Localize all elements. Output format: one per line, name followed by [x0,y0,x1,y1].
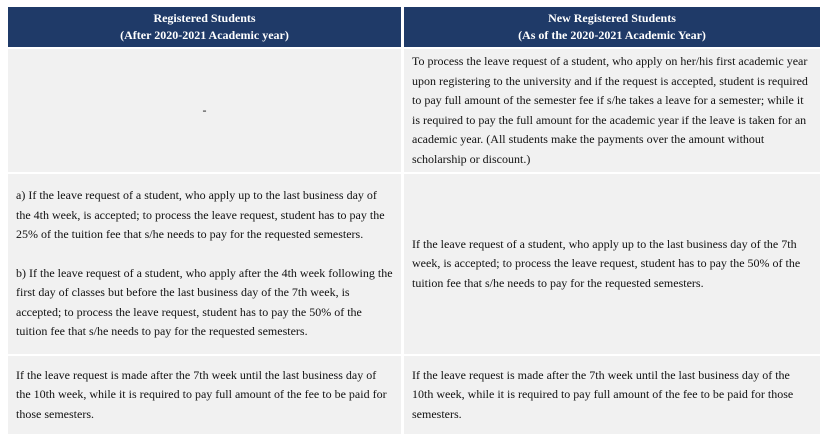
row2-left-clause-b: b) If the leave request of a student, who apply after the 4th week following the first day of classes but before the last business day of the 7th week, is accepted; to process the leave request, student has to pay the 50% of the tuition fee that s/he needs to pay for the requested semesters. [16,265,393,339]
row3-right-cell: If the leave request is made after the 7th week until the last business day of the 10th week, while it is required to pay full amount of the fee to be paid for those semesters. [404,356,820,434]
row2-left-cell [8,174,401,354]
table-row [8,49,820,172]
header-right-title: New Registered Students [548,11,676,25]
row2-right-cell: If the leave request of a student, who apply up to the last business day of the 7th week, is accepted; to process the leave request, student has to pay the 50% of the tuition fee that s/he needs to pay for the requested semesters. [404,174,820,354]
paragraph-gap [16,245,393,264]
row2-left-clause-a: a) If the leave request of a student, who apply up to the last business day of the 4th week, is accepted; to process the leave request, student has to pay the 25% of the tuition fee that s/he needs to pay for the requested semesters. [16,188,385,242]
row1-left-cell: - [8,49,401,172]
header-row [8,7,820,47]
table-row [8,356,820,434]
row1-right-cell: To process the leave request of a student, who apply on her/his first academic year upon registering to the university and if the request is accepted, student is required to pay full amount of the semester fee if s/he takes a leave for a semester; while it is required to pay the full amount for the academic year if the leave is taken for an academic year. (All students make the payments over the amount without scholarship or discount.) [404,49,820,172]
leave-fee-table [5,5,823,436]
table-row [8,174,820,354]
header-new-registered-students [404,7,820,47]
header-left-title: Registered Students [153,11,256,25]
row3-left-cell: If the leave request is made after the 7th week until the last business day of the 10th week, while it is required to pay full amount of the fee to be paid for those semesters. [8,356,401,434]
header-registered-students [8,7,401,47]
header-left-subtitle: (After 2020-2021 Academic year) [120,28,289,42]
header-right-subtitle: (As of the 2020-2021 Academic Year) [518,28,706,42]
